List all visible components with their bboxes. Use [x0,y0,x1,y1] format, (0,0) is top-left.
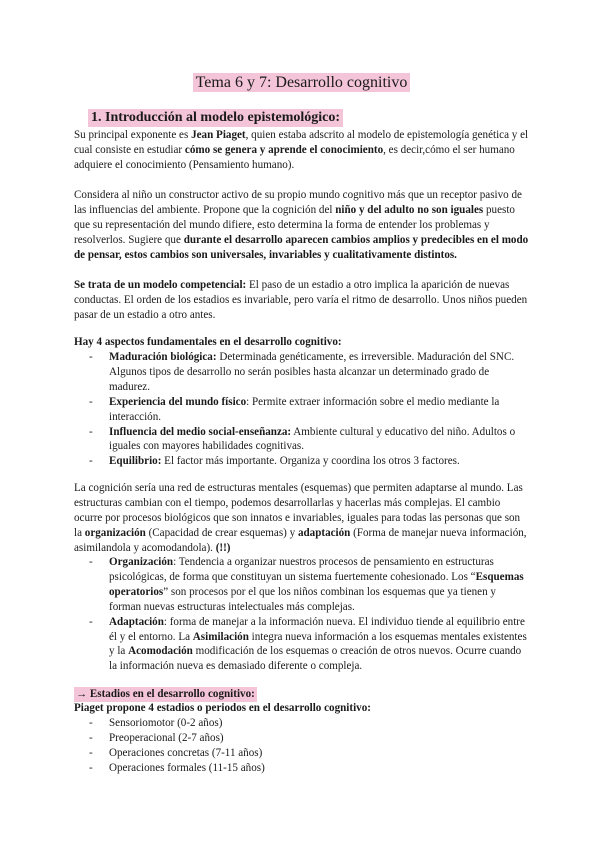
section-number: 1. [91,110,102,125]
list-item-term: Influencia del medio social-enseñanza: [109,425,292,438]
text-run: modificación de los esquemas o creación de otros nuevos. Ocurre cuando la información nueva es demasiado diferente o compleja. [109,645,522,673]
list-item [74,454,529,469]
bold-run: Hay 4 aspectos fundamentales en el desarrollo cognitivo: [74,336,342,348]
text-run: (Capacidad de crear esquemas) y [145,526,298,539]
text-run: integra nueva información a los esquemas mentales existentes y la [109,630,527,658]
text-run: : Tendencia a organizar nuestros procesos de pensamiento en estructuras psicológicas, de forma que constituyan un sistema fuertemente cohesionado. Los “ [109,556,494,583]
stages-list [74,716,529,776]
text-run: puesto que su representación del mundo difiere, esto determina la forma de entender los problemas y resolverlos. Sugiere que [74,203,515,246]
text-run: Considera al niño un constructor activo de su propio mundo cognitivo más que un receptor pasivo de las influencias del ambiente. Propone que la cognición del [74,189,522,216]
aspects-heading [74,335,529,350]
list-item [74,350,529,395]
bold-run: (!!) [215,541,231,554]
list-item: - Sensoriomotor (0-2 años) [74,716,529,731]
aspects-list [74,350,529,469]
bold-run: Asimilación [192,630,249,643]
list-item-text: El factor más importante. Organiza y coordina los otros 3 factores. [161,455,460,468]
list-item-term: Equilibrio: [109,455,162,468]
stages-heading-text: → Estadios en el desarrollo cognitivo: [76,688,255,700]
text-run: ” son procesos por el que los niños combinan los esquemas que ya tienen y forman nuevas estructuras intelectuales más complejas. [109,585,496,613]
list-item-text: Determinada genéticamente, es irreversible. Maduración del SNC. Algunos tipos de desarrollo no serán posibles hasta alcanzar un determinado grado de madurez. [109,351,515,393]
list-item-term: Maduración biológica: [109,351,217,363]
bold-run: organización [84,526,146,539]
text-run: La cognición sería una red de estructuras mentales (esquemas) que permiten adaptarse al mundo. Las estructuras cambian con el tiempo, podemos desarrollarlas y hacerlas más complejas. El cambio ocurre por procesos biológicos que son innatos e invariables, iguales para todas las personas que son la [74,482,523,539]
section-heading [88,109,343,127]
text-run: : forma de manejar a la información nueva. El individuo tiende al equilibrio entre él y el entorno. La [109,615,525,643]
text-run: , es decir,cómo el ser humano adquiere el conocimiento (Pensamiento humano). [74,143,515,171]
list-item [74,425,529,455]
list-item-term: Experiencia del mundo físico [109,395,247,408]
bold-run: Esquemas operatorios [109,570,524,598]
list-item-term: Adaptación [109,615,164,628]
text-run: (Forma de manejar nueva información, asimilandola y acomodandola). [74,526,527,554]
processes-list [74,555,529,674]
stages-intro [74,701,529,716]
list-item: - Operaciones concretas (7-11 años) [74,746,529,761]
list-item-text: : Permite extraer información sobre el medio mediante la interacción. [109,395,500,423]
bold-run: cómo se genera y aprende el conocimiento [184,143,384,156]
list-item-text: Ambiente cultural y educativo del niño. Adultos o iguales con mayores habilidades cognitivas. [109,425,516,453]
bold-run: niño y del adulto no son iguales [335,203,484,216]
paragraph-cognition [74,481,529,556]
stages-heading [74,687,529,702]
document-title: Tema 6 y 7: Desarrollo cognitivo [193,73,411,92]
text-run: Su principal exponente es [74,129,192,141]
paragraph-constructor [74,188,529,263]
text-run: , quien estaba adscrito al modelo de epistemología genética y el cual consiste en estudiar [74,129,529,156]
bold-run: Acomodación [128,645,193,658]
list-item: - Operaciones formales (11-15 años) [74,761,529,776]
bold-run: adaptación [297,526,351,539]
text-run: El paso de un estadio a otro implica la aparición de nuevas conductas. El orden de los estadios es invariable, pero varía el ritmo de desarrollo. Unos niños pueden pasar de un estadio a otro antes. [74,279,528,321]
list-item: - Preoperacional (2-7 años) [74,731,529,746]
bold-run: Jean Piaget [191,129,246,141]
paragraph-competencial [74,278,529,323]
list-item [74,615,529,675]
section-heading-text: Introducción al modelo epistemológico: [105,110,341,125]
bold-run: Se trata de un modelo competencial: [74,279,247,291]
document-title-container [74,73,529,93]
list-item-term: Organización [109,556,174,568]
list-item [74,555,529,615]
bold-run: durante el desarrollo aparecen cambios amplios y predecibles en el modo de pensar, estos cambios son universales, invariables y cualitativamente distintos. [74,233,529,261]
list-item [74,395,529,425]
paragraph-intro [74,128,529,173]
bold-run: Piaget propone 4 estadios o periodos en el desarrollo cognitivo: [74,702,371,714]
